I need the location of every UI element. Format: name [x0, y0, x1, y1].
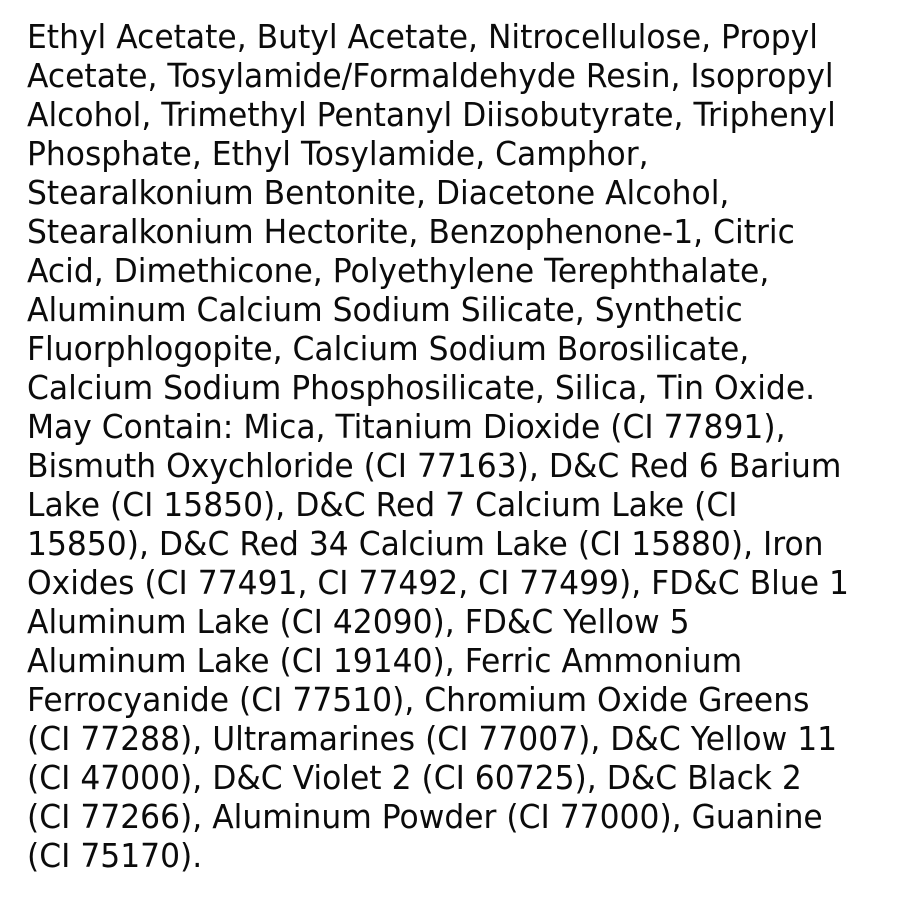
ingredients-line: Phosphate, Ethyl Tosylamide, Camphor,	[27, 134, 649, 173]
ingredients-line: Acetate, Tosylamide/Formaldehyde Resin, Isopropyl	[27, 56, 834, 95]
ingredients-line: Stearalkonium Hectorite, Benzophenone-1, Citric	[27, 212, 795, 251]
ingredients-line: Aluminum Lake (CI 42090), FD&C Yellow 5	[27, 602, 690, 641]
ingredients-line: (CI 77288), Ultramarines (CI 77007), D&C Yellow 11	[27, 719, 838, 758]
ingredients-text-block	[27, 17, 900, 875]
ingredients-line: Stearalkonium Bentonite, Diacetone Alcohol,	[27, 173, 730, 212]
ingredients-line: Bismuth Oxychloride (CI 77163), D&C Red 6 Barium	[27, 446, 842, 485]
ingredients-line: Ferrocyanide (CI 77510), Chromium Oxide Greens	[27, 680, 810, 719]
ingredients-line: Ethyl Acetate, Butyl Acetate, Nitrocellulose, Propyl	[27, 17, 818, 56]
ingredients-line: (CI 75170).	[27, 836, 203, 875]
ingredients-line: May Contain: Mica, Titanium Dioxide (CI 77891),	[27, 407, 786, 446]
ingredients-line: Fluorphlogopite, Calcium Sodium Borosilicate,	[27, 329, 750, 368]
ingredients-line: Acid, Dimethicone, Polyethylene Terephthalate,	[27, 251, 770, 290]
ingredients-line: Lake (CI 15850), D&C Red 7 Calcium Lake (CI	[27, 485, 738, 524]
ingredients-line: 15850), D&C Red 34 Calcium Lake (CI 15880), Iron	[27, 524, 824, 563]
ingredients-line: (CI 77266), Aluminum Powder (CI 77000), Guanine	[27, 797, 823, 836]
ingredients-line: (CI 47000), D&C Violet 2 (CI 60725), D&C Black 2	[27, 758, 802, 797]
ingredients-line: Alcohol, Trimethyl Pentanyl Diisobutyrate, Triphenyl	[27, 95, 836, 134]
ingredients-line: Oxides (CI 77491, CI 77492, CI 77499), FD&C Blue 1	[27, 563, 849, 602]
ingredients-line: Aluminum Calcium Sodium Silicate, Synthetic	[27, 290, 743, 329]
ingredients-line: Aluminum Lake (CI 19140), Ferric Ammonium	[27, 641, 743, 680]
ingredients-line: Calcium Sodium Phosphosilicate, Silica, Tin Oxide.	[27, 368, 816, 407]
